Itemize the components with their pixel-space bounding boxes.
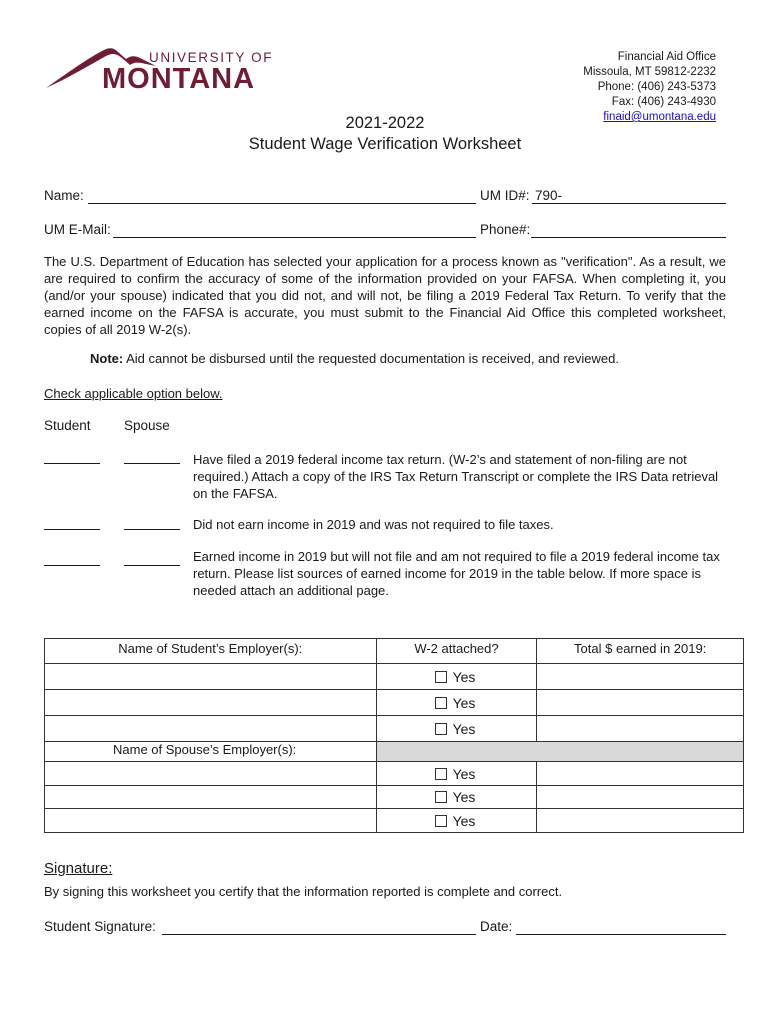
w2-yes-cell[interactable]: Yes — [376, 690, 537, 716]
student-employer-header: Name of Student’s Employer(s): — [45, 639, 377, 664]
table-row — [45, 690, 744, 716]
date-field[interactable] — [516, 920, 726, 935]
table-header-row — [45, 639, 744, 664]
note-label: Note: — [90, 351, 124, 366]
table-row — [45, 664, 744, 690]
student-option-1-blank[interactable] — [44, 463, 100, 464]
checkbox-icon[interactable] — [435, 723, 447, 735]
options-heading: Check applicable option below. — [44, 386, 223, 401]
col-student: Student — [44, 418, 91, 433]
w2-yes-cell[interactable]: Yes — [376, 809, 537, 833]
email-field[interactable] — [113, 223, 476, 238]
table-row — [45, 786, 744, 809]
signature-heading: Signature: — [44, 860, 113, 877]
student-option-3-blank[interactable] — [44, 565, 100, 566]
phone-field[interactable] — [531, 223, 726, 238]
employer-name-cell[interactable] — [45, 786, 377, 809]
option-1-text: Have filed a 2019 federal income tax return. (W-2’s and statement of non-filing are not required.) Attach a copy of the IRS Tax Return Transcript or complete the IRS Data retrieval on the FAFSA. — [193, 452, 719, 501]
phone-label: Phone#: — [480, 222, 531, 237]
student-signature-label: Student Signature: — [44, 919, 156, 934]
signature-statement: By signing this worksheet you certify that the information reported is complete and correct. — [44, 884, 563, 899]
spouse-employer-header: Name of Spouse’s Employer(s): — [45, 742, 377, 762]
table-row — [45, 716, 744, 742]
total-earned-cell[interactable] — [537, 762, 744, 786]
total-earned-cell[interactable] — [537, 716, 744, 742]
shaded-cell — [376, 742, 743, 762]
student-signature-field[interactable] — [162, 920, 476, 935]
office-name: Financial Aid Office — [617, 51, 716, 63]
title-year: 2021-2022 — [345, 114, 425, 132]
employer-name-cell[interactable] — [45, 690, 377, 716]
name-label: Name: — [44, 188, 84, 203]
date-label: Date: — [480, 919, 513, 934]
logo-text-top: UNIVERSITY OF — [149, 50, 274, 65]
total-earned-cell[interactable] — [537, 809, 744, 833]
intro-paragraph: The U.S. Department of Education has selected your application for a process known as "verification". As a result, we are required to confirm the accuracy of some of the information provided on your FAFSA. When completing it, you (and/or your spouse) indicated that you did not, and will not, be filing a 2019 Federal Tax Return. To verify that the earned income on the FAFSA is accurate, you must submit to the Financial Aid Office this completed worksheet, copies of all 2019 W-2(s). — [44, 254, 726, 337]
umid-prefix: 790- — [535, 188, 563, 203]
col-spouse: Spouse — [124, 418, 170, 433]
w2-yes-cell[interactable]: Yes — [376, 716, 537, 742]
total-earned-cell[interactable] — [537, 664, 744, 690]
name-field[interactable] — [88, 189, 476, 204]
office-address: Missoula, MT 59812-2232 — [583, 66, 716, 78]
spouse-option-2-blank[interactable] — [124, 529, 180, 530]
w2-header: W-2 attached? — [376, 639, 537, 664]
employer-name-cell[interactable] — [45, 664, 377, 690]
option-2-text: Did not earn income in 2019 and was not required to file taxes. — [193, 517, 554, 532]
office-email-link[interactable]: finaid@umontana.edu — [603, 111, 716, 123]
total-earned-header: Total $ earned in 2019: — [537, 639, 744, 664]
note-text: Aid cannot be disbursed until the requested documentation is received, and reviewed. — [123, 351, 619, 366]
checkbox-icon[interactable] — [435, 697, 447, 709]
employer-name-cell[interactable] — [45, 716, 377, 742]
spouse-option-1-blank[interactable] — [124, 463, 180, 464]
employer-name-cell[interactable] — [45, 809, 377, 833]
checkbox-icon[interactable] — [435, 768, 447, 780]
w2-yes-cell[interactable]: Yes — [376, 762, 537, 786]
w2-yes-cell[interactable]: Yes — [376, 786, 537, 809]
note — [90, 351, 619, 366]
w2-yes-cell[interactable]: Yes — [376, 664, 537, 690]
student-option-2-blank[interactable] — [44, 529, 100, 530]
checkbox-icon[interactable] — [435, 815, 447, 827]
office-phone: Phone: (406) 243-5373 — [597, 81, 716, 93]
table-row — [45, 762, 744, 786]
university-logo — [44, 40, 274, 96]
checkbox-icon[interactable] — [435, 791, 447, 803]
umid-label: UM ID#: — [480, 188, 530, 203]
total-earned-cell[interactable] — [537, 786, 744, 809]
employer-table — [44, 638, 744, 833]
email-label: UM E-Mail: — [44, 222, 111, 237]
spouse-option-3-blank[interactable] — [124, 565, 180, 566]
total-earned-cell[interactable] — [537, 690, 744, 716]
employer-name-cell[interactable] — [45, 762, 377, 786]
option-3-text: Earned income in 2019 but will not file and am not required to file a 2019 federal income tax return. Please list sources of earned income for 2019 in the table below. If more space is needed attach an additional page. — [193, 549, 720, 598]
page-title: Student Wage Verification Worksheet — [248, 135, 522, 153]
office-fax: Fax: (406) 243-4930 — [611, 96, 716, 108]
spouse-header-row — [45, 742, 744, 762]
logo-text-main: MONTANA — [102, 63, 256, 95]
checkbox-icon[interactable] — [435, 671, 447, 683]
table-row — [45, 809, 744, 833]
